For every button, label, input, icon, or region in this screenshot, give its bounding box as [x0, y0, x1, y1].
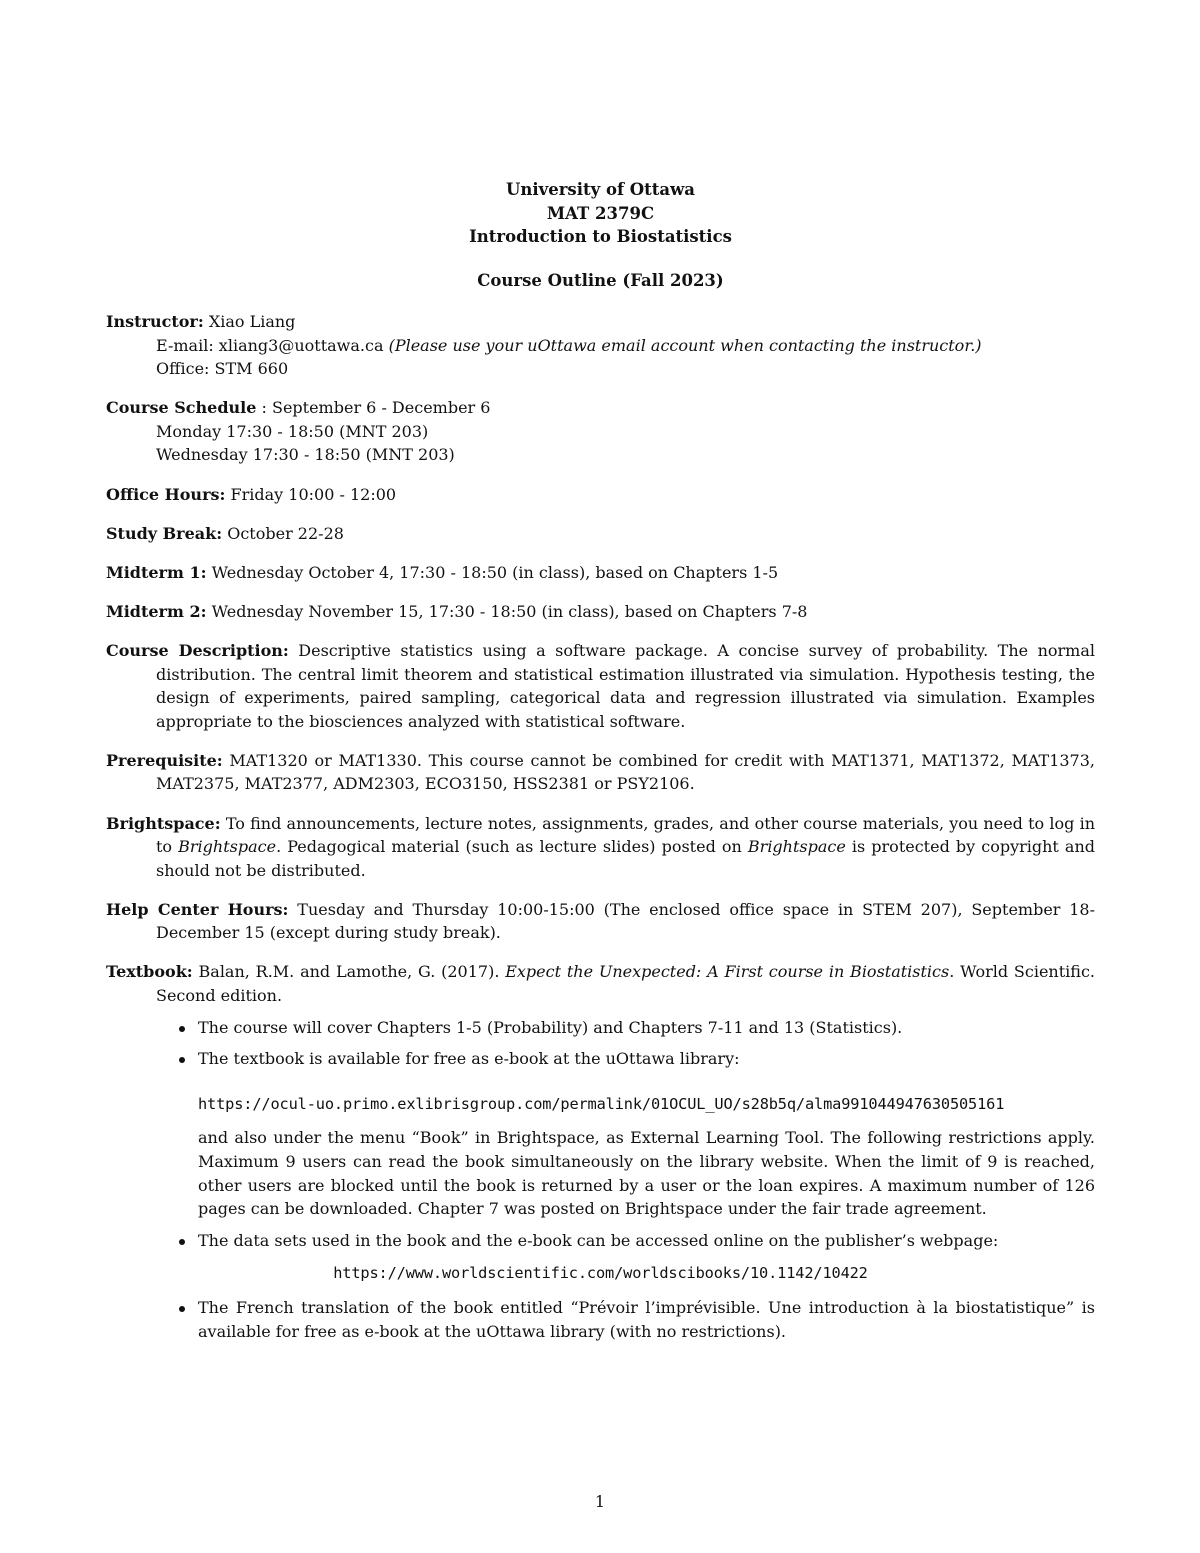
brightspace-text-a: To find announcements, lecture notes, assignments, grades, and other course materials, you need to log in to: [156, 813, 1095, 857]
bullet-text: The French translation of the book entitled “Prévoir l’imprévisible. Une introduction à la biostatistique” is available for free as e-book at the uOttawa library (with no restrictions).: [198, 1298, 1095, 1341]
study-break-label: Study Break:: [106, 523, 223, 543]
list-item: [198, 1047, 1095, 1221]
office-hours-section: [106, 483, 1095, 507]
textbook-publisher: . World Scientific. Second edition.: [156, 962, 1095, 1006]
schedule-monday: Monday 17:30 - 18:50 (MNT 203): [156, 421, 429, 441]
office-hours-text: Friday 10:00 - 12:00: [230, 484, 397, 504]
schedule-section: [106, 396, 1095, 467]
university-name: University of Ottawa: [506, 180, 695, 199]
brightspace-section: [106, 812, 1095, 883]
help-center-section: [106, 898, 1095, 945]
textbook-bullets: [106, 1016, 1095, 1344]
midterm2-section: [106, 600, 1095, 624]
bullet-text: The textbook is available for free as e-book at the uOttawa library:: [198, 1049, 740, 1069]
outline-title: Course Outline (Fall 2023): [477, 270, 724, 290]
course-title: Introduction to Biostatistics: [469, 227, 732, 246]
publisher-link[interactable]: https://www.worldscientific.com/worldscibooks/10.1142/10422: [333, 1264, 868, 1283]
list-item: [198, 1016, 1095, 1040]
midterm1-label: Midterm 1:: [106, 562, 207, 582]
description-text: Descriptive statistics using a software package. A concise survey of probability. The normal distribution. The central limit theorem and statistical estimation illustrated via simulation. Hypothesis testing, the design of experiments, paired sampling, categorical data and regression illustrated via simulation. Examples appropriate to the biosciences analyzed with statistical software.: [156, 640, 1095, 731]
bullet-icon: [179, 1026, 185, 1032]
brightspace-term: Brightspace: [747, 837, 846, 857]
prerequisite-section: [106, 749, 1095, 796]
textbook-title: Expect the Unexpected: A First course in Biostatistics: [505, 962, 950, 982]
bullet-text: The data sets used in the book and the e-book can be accessed online on the publisher’s webpage:: [198, 1230, 999, 1250]
list-item: [198, 1296, 1095, 1343]
list-item: [198, 1229, 1095, 1286]
midterm2-text: Wednesday November 15, 17:30 - 18:50 (in class), based on Chapters 7-8: [211, 601, 808, 621]
office-hours-label: Office Hours:: [106, 484, 226, 504]
instructor-email[interactable]: E-mail: xliang3@uottawa.ca: [156, 335, 384, 355]
bullet-text: The course will cover Chapters 1-5 (Probability) and Chapters 7-11 and 13 (Statistics).: [198, 1017, 903, 1037]
textbook-authors: Balan, R.M. and Lamothe, G. (2017).: [198, 962, 506, 982]
library-link[interactable]: https://ocul-uo.primo.exlibrisgroup.com/permalink/01OCUL_UO/s28b5q/alma991044947630505161: [198, 1094, 1005, 1113]
bullet-text: and also under the menu “Book” in Brightspace, as External Learning Tool. The following restrictions apply. Maximum 9 users can read the book simultaneously on the library website. When the limit of 9 is reached, other users are blocked until the book is returned by a user or the loan expires. A maximum number of 126 pages can be downloaded. Chapter 7 was posted on Brightspace under the fair trade agreement.: [198, 1128, 1095, 1219]
prerequisite-text: MAT1320 or MAT1330. This course cannot be combined for credit with MAT1371, MAT1372, MAT1373, MAT2375, MAT2377, ADM2303, ECO3150, HSS2381 or PSY2106.: [156, 750, 1095, 794]
bullet-icon: [179, 1057, 185, 1063]
midterm1-section: [106, 561, 1095, 585]
page-number: 1: [594, 1492, 606, 1511]
course-code: MAT 2379C: [546, 203, 655, 223]
schedule-range: : September 6 - December 6: [256, 398, 491, 418]
midterm2-label: Midterm 2:: [106, 601, 207, 621]
schedule-wednesday: Wednesday 17:30 - 18:50 (MNT 203): [156, 445, 455, 465]
instructor-office: Office: STM 660: [156, 359, 289, 379]
prerequisite-label: Prerequisite:: [106, 750, 223, 770]
study-break-text: October 22-28: [227, 523, 344, 543]
brightspace-term: Brightspace: [178, 837, 277, 857]
bullet-icon: [179, 1239, 185, 1245]
help-center-label: Help Center Hours:: [106, 899, 289, 919]
document-header: [106, 178, 1095, 292]
bullet-icon: [179, 1306, 185, 1312]
study-break-section: [106, 522, 1095, 546]
description-label: Course Description:: [106, 640, 289, 660]
brightspace-text-c: is protected by copyright and should not be distributed.: [156, 837, 1096, 880]
textbook-section: [106, 960, 1095, 1343]
instructor-label: Instructor:: [106, 312, 204, 331]
schedule-label: Course Schedule: [106, 398, 257, 418]
brightspace-label: Brightspace:: [106, 813, 221, 833]
description-section: [106, 639, 1095, 733]
email-note: (Please use your uOttawa email account when contacting the instructor.): [388, 335, 982, 355]
course-outline-page: [106, 178, 1095, 1351]
instructor-name: Xiao Liang: [208, 312, 296, 331]
midterm1-text: Wednesday October 4, 17:30 - 18:50 (in class), based on Chapters 1-5: [211, 562, 779, 582]
brightspace-text-b: . Pedagogical material (such as lecture slides) posted on: [276, 837, 748, 857]
textbook-label: Textbook:: [106, 962, 193, 982]
instructor-section: [106, 310, 1095, 381]
help-center-text: Tuesday and Thursday 10:00-15:00 (The enclosed office space in STEM 207), September 18-December 15 (except during study break).: [156, 899, 1096, 943]
